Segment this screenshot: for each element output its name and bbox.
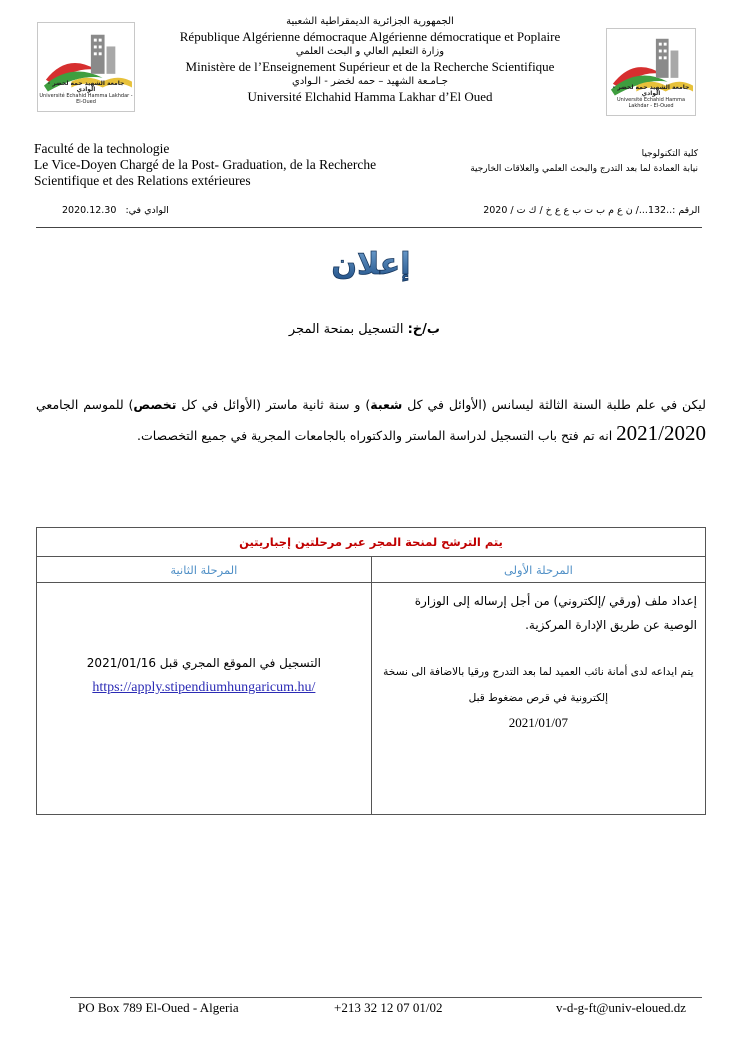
date-line bbox=[62, 205, 212, 216]
vice-dean-ar: نيابة العمادة لما بعد التدرج والبحث العلمي والعلاقات الخارجية bbox=[470, 164, 698, 174]
ministry-ar: وزارة التعليم العالي و البحث العلمي bbox=[295, 46, 445, 57]
logo-caption bbox=[38, 81, 134, 105]
subject-text: التسجيل بمنحة المجر bbox=[288, 322, 404, 337]
republic-fr: République Algérienne démocraque Algérienne démocratique et Poplaire bbox=[179, 29, 561, 44]
academic-year: 2021/2020 bbox=[616, 421, 706, 445]
faculty-name-ar: كلية التكنولوجيا bbox=[641, 149, 698, 159]
phase1-text2: يتم ايداعه لدى أمانة نائب العميد لما بعد التدرج ورقيا بالاضافة الى نسخة إلكترونية في قرص مضغوط قبل bbox=[383, 666, 694, 704]
footer-address: PO Box 789 El-Oued - Algeria bbox=[78, 1000, 239, 1015]
date-value: 2020.12.30 bbox=[62, 205, 117, 216]
letterhead bbox=[150, 14, 590, 104]
phase2-text: التسجيل في الموقع المجري قبل 2021/01/16 bbox=[86, 656, 321, 670]
footer-email[interactable]: v-d-g-ft@univ-eloued.dz bbox=[556, 1000, 687, 1015]
vice-dean-fr-line1: Le Vice-Doyen Chargé de la Post- Graduation, de la Recherche bbox=[34, 157, 377, 172]
faculty-name-fr: Faculté de la technologie bbox=[34, 141, 170, 156]
subject-line bbox=[230, 322, 440, 337]
body-text: ) و سنة ثانية ماستر (الأوائل في كل bbox=[176, 397, 371, 412]
phase1-header: المرحلة الأولى bbox=[371, 557, 705, 583]
phase1-deadline: 2021/01/07 bbox=[508, 715, 568, 730]
body-bold-branch: شعبة bbox=[370, 397, 403, 412]
phase2-cell bbox=[37, 583, 372, 815]
phase1-cell bbox=[371, 583, 705, 815]
body-text: ليكن في علم طلبة السنة الثالثة ليسانس (الأوائل في كل bbox=[402, 397, 706, 412]
logo-caption-ar: جامعة الشهيد حمه لخضر - الوادي bbox=[47, 80, 125, 93]
phase2-header: المرحلة الثانية bbox=[37, 557, 372, 583]
faculty-fr bbox=[34, 141, 444, 189]
phase1-text1: إعداد ملف (ورقي /إلكتروني) من أجل إرساله إلى الوزارة الوصية عن طريق الإدارة المركزية. bbox=[414, 594, 697, 632]
announcement-title bbox=[325, 238, 417, 288]
university-logo-right bbox=[606, 28, 696, 116]
date-label: الوادي في: bbox=[125, 205, 169, 216]
header-divider bbox=[36, 227, 702, 228]
faculty-ar bbox=[398, 147, 698, 177]
university-fr: Université Elchahid Hamma Lakhar d’El Oued bbox=[247, 89, 493, 104]
logo-caption-ar: جامعة الشهيد حمه لخضر - الوادي bbox=[612, 84, 690, 97]
footer-divider bbox=[70, 997, 702, 998]
body-text: ) للموسم الجامعي bbox=[36, 397, 134, 412]
announcement-title-text: إعلان bbox=[331, 247, 411, 282]
logo-caption-fr: Université Echahid Hamma Lakhdar - El-Oued bbox=[616, 97, 686, 109]
table-caption: يتم الترشح لمنحة المجر عبر مرحلتين إجباريتين bbox=[37, 528, 706, 557]
university-ar: جـامـعة الشهيد – حمه لخضر - الـوادي bbox=[292, 76, 448, 87]
republic-ar: الجمهورية الجزائرية الديمقراطية الشعبية bbox=[286, 16, 454, 27]
university-logo-left bbox=[37, 22, 135, 112]
announcement-body bbox=[36, 390, 706, 450]
reference-number: الرقم :..132.../ ن ع م ب ت ب ع ع خ / ك ت / 2020 bbox=[483, 205, 700, 216]
logo-caption-fr: Université Echahid Hamma Lakhdar - El-Oued bbox=[39, 93, 133, 105]
footer-phone: +213 32 12 07 01/02 bbox=[334, 1000, 443, 1015]
subject-label: ب/خ: bbox=[407, 322, 440, 337]
ministry-fr: Ministère de l’Enseignement Supérieur et de la Recherche Scientifique bbox=[185, 59, 555, 74]
body-text: انه تم فتح باب التسجيل لدراسة الماستر والدكتوراه بالجامعات المجرية في جميع التخصصات. bbox=[136, 428, 617, 443]
logo-caption bbox=[607, 85, 695, 109]
hungary-application-link[interactable]: https://apply.stipendiumhungaricum.hu/ bbox=[92, 680, 316, 695]
vice-dean-fr-line2: Scientifique et des Relations extérieures bbox=[34, 173, 251, 188]
body-bold-specialty: تخصص bbox=[133, 397, 177, 412]
application-phases-table bbox=[36, 527, 706, 815]
announcement-title-art bbox=[325, 238, 417, 288]
